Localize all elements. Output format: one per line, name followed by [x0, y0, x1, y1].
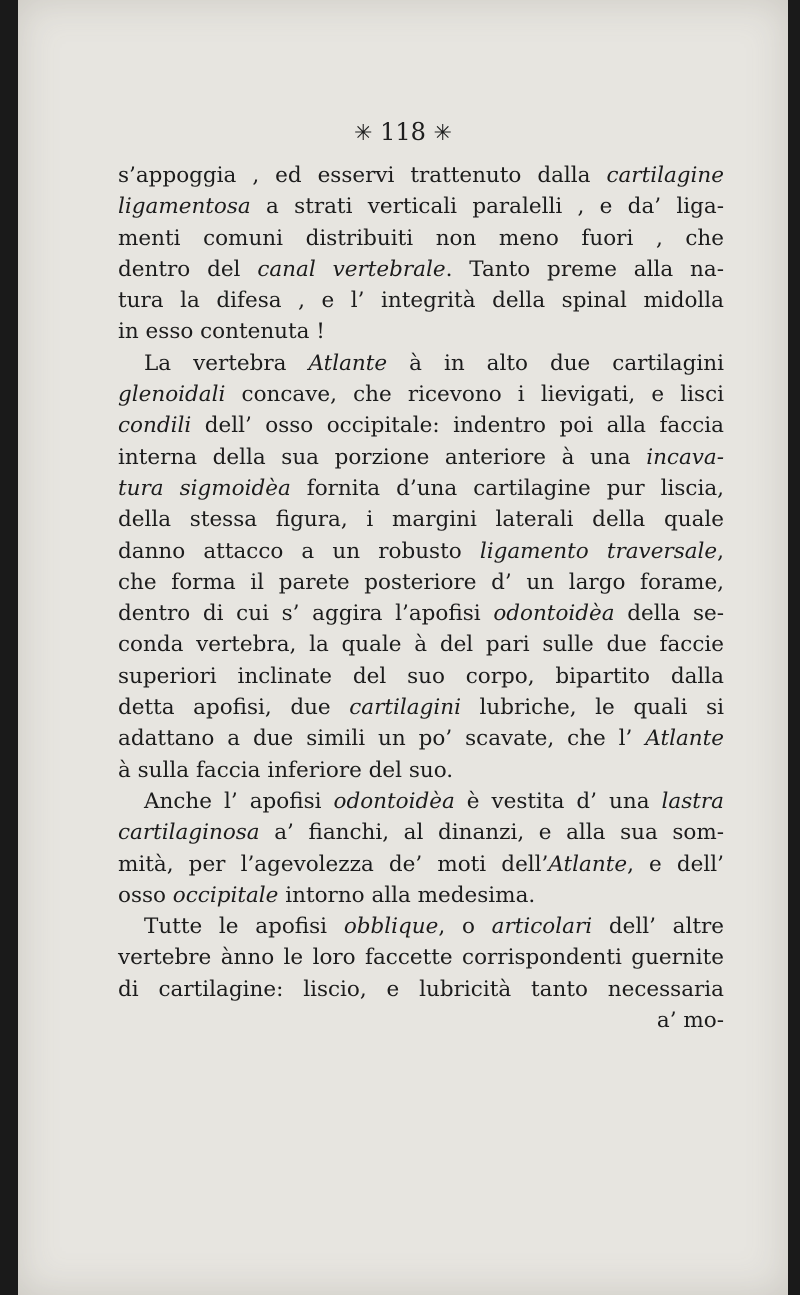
catchword: a’ mo- [656, 1008, 724, 1034]
book-page [18, 0, 788, 1295]
page-header [18, 118, 788, 146]
ornament-left-icon: ✳ [354, 121, 373, 146]
text-line: danno attacco a un robusto ligamento traversale, [118, 538, 725, 564]
text-line: dentro di cui s’ aggira l’apofisi odontoidèa della se- [118, 601, 725, 627]
text-line: osso occipitale intorno alla medesima. [118, 882, 536, 908]
text-line: menti comuni distribuiti non meno fuori , che [118, 225, 724, 251]
ornament-right-icon: ✳ [433, 121, 452, 146]
text-line: della stessa figura, i margini laterali della quale [118, 507, 724, 533]
text-line: detta apofisi, due cartilagini lubriche, le quali si [118, 695, 724, 721]
text-line: à sulla faccia inferiore del suo. [118, 757, 454, 783]
text-line: cartilaginosa a’ fianchi, al dinanzi, e alla sua som- [118, 820, 724, 846]
page-number: 118 [380, 118, 426, 146]
text-line: tura sigmoidèa fornita d’una cartilagine pur liscia, [118, 475, 724, 501]
text-line: conda vertebra, la quale à del pari sulle due faccie [118, 632, 724, 658]
text-line: ligamentosa a strati verticali paralelli , e da’ liga- [118, 194, 724, 220]
paragraph-start-line: La vertebra Atlante à in alto due cartilagini [144, 350, 724, 376]
text-line: che forma il parete posteriore d’ un largo forame, [118, 569, 724, 595]
text-line: di cartilagine: liscio, e lubricità tanto necessaria [118, 976, 724, 1002]
paragraph-start-line: Tutte le apofisi obblique, o articolari dell’ altre [144, 914, 725, 940]
text-line: mità, per l’agevolezza de’ moti dell’Atlante, e dell’ [118, 851, 724, 877]
text-line: tura la difesa , e l’ integrità della spinal midolla [118, 288, 724, 314]
paragraph-start-line: Anche l’ apofisi odontoidèa è vestita d’ una lastra [144, 788, 724, 814]
text-line: vertebre ànno le loro faccette corrispondenti guernite [118, 945, 724, 971]
text-line: dentro del canal vertebrale. Tanto preme alla na- [118, 256, 724, 282]
text-line: superiori inclinate del suo corpo, bipartito dalla [118, 663, 724, 689]
body-text [118, 160, 724, 1036]
text-line: s’appoggia , ed esservi trattenuto dalla cartilagine [118, 163, 724, 188]
text-line: interna della sua porzione anteriore à una incava- [118, 444, 724, 470]
text-line: in esso contenuta ! [118, 319, 325, 345]
text-line: condili dell’ osso occipitale: indentro poi alla faccia [118, 413, 724, 439]
text-line: glenoidali concave, che ricevono i lievigati, e lisci [118, 382, 724, 408]
text-line: adattano a due simili un po’ scavate, che l’ Atlante [118, 726, 724, 752]
